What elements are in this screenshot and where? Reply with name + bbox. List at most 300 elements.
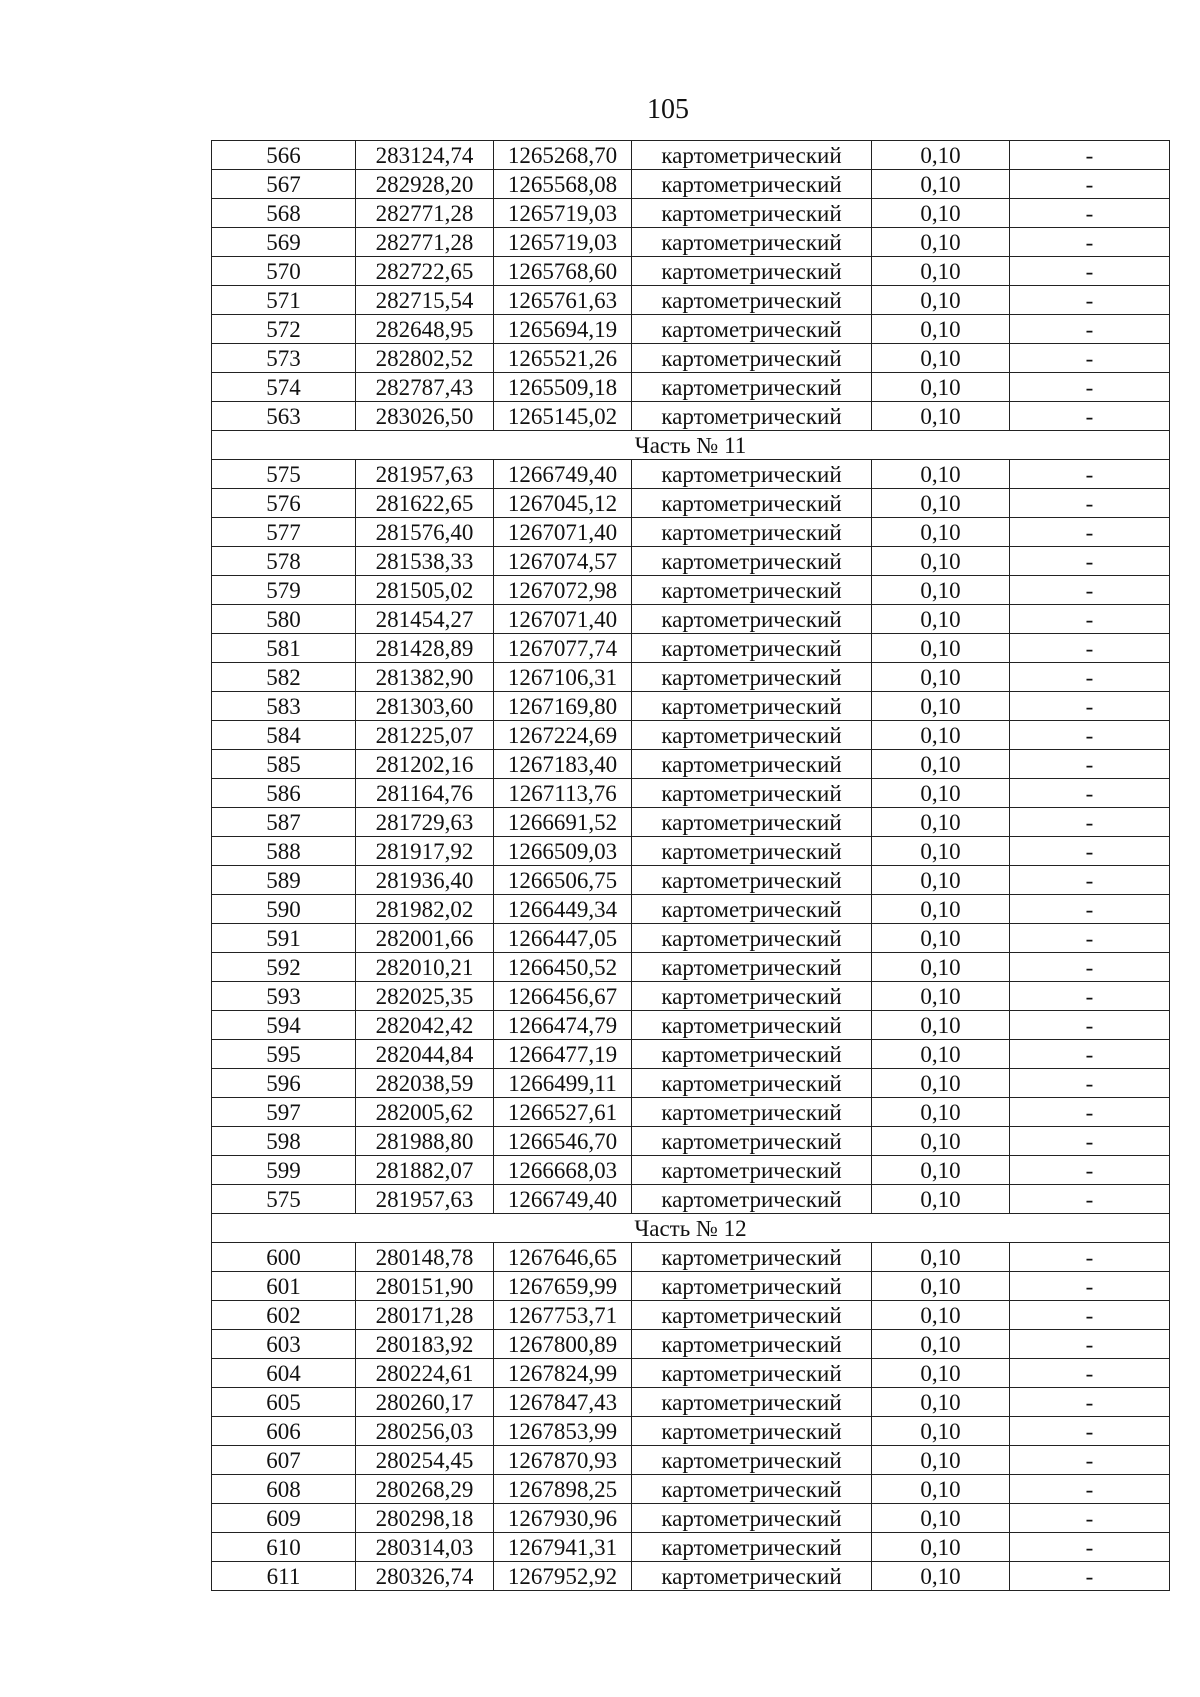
y-coordinate-cell: 1266456,67 [494,982,632,1011]
x-coordinate-cell: 281576,40 [356,518,494,547]
note-cell: - [1010,1156,1170,1185]
y-coordinate-cell: 1267800,89 [494,1330,632,1359]
note-cell: - [1010,547,1170,576]
table-row [212,634,1170,663]
accuracy-cell: 0,10 [872,199,1010,228]
note-cell: - [1010,1011,1170,1040]
note-cell: - [1010,692,1170,721]
table-row [212,605,1170,634]
point-number-cell: 595 [212,1040,356,1069]
note-cell: - [1010,866,1170,895]
accuracy-cell: 0,10 [872,1562,1010,1591]
table-row [212,228,1170,257]
table-row [212,953,1170,982]
y-coordinate-cell: 1266477,19 [494,1040,632,1069]
note-cell: - [1010,1069,1170,1098]
y-coordinate-cell: 1266546,70 [494,1127,632,1156]
point-number-cell: 611 [212,1562,356,1591]
y-coordinate-cell: 1266450,52 [494,953,632,982]
x-coordinate-cell: 282802,52 [356,344,494,373]
method-cell: картометрический [632,692,872,721]
note-cell: - [1010,953,1170,982]
point-number-cell: 589 [212,866,356,895]
y-coordinate-cell: 1267870,93 [494,1446,632,1475]
x-coordinate-cell: 281454,27 [356,605,494,634]
y-coordinate-cell: 1267071,40 [494,605,632,634]
x-coordinate-cell: 282771,28 [356,199,494,228]
y-coordinate-cell: 1266447,05 [494,924,632,953]
point-number-cell: 594 [212,1011,356,1040]
y-coordinate-cell: 1267106,31 [494,663,632,692]
method-cell: картометрический [632,837,872,866]
note-cell: - [1010,750,1170,779]
accuracy-cell: 0,10 [872,808,1010,837]
point-number-cell: 572 [212,315,356,344]
table-row [212,489,1170,518]
note-cell: - [1010,170,1170,199]
point-number-cell: 590 [212,895,356,924]
accuracy-cell: 0,10 [872,924,1010,953]
x-coordinate-cell: 282025,35 [356,982,494,1011]
y-coordinate-cell: 1265509,18 [494,373,632,402]
y-coordinate-cell: 1267224,69 [494,721,632,750]
point-number-cell: 563 [212,402,356,431]
accuracy-cell: 0,10 [872,228,1010,257]
y-coordinate-cell: 1267071,40 [494,518,632,547]
method-cell: картометрический [632,1185,872,1214]
x-coordinate-cell: 281538,33 [356,547,494,576]
table-row [212,837,1170,866]
y-coordinate-cell: 1267169,80 [494,692,632,721]
method-cell: картометрический [632,460,872,489]
table-row [212,199,1170,228]
method-cell: картометрический [632,228,872,257]
x-coordinate-cell: 282044,84 [356,1040,494,1069]
note-cell: - [1010,286,1170,315]
note-cell: - [1010,344,1170,373]
method-cell: картометрический [632,402,872,431]
point-number-cell: 591 [212,924,356,953]
coordinates-table [211,140,1170,1591]
accuracy-cell: 0,10 [872,1098,1010,1127]
x-coordinate-cell: 282042,42 [356,1011,494,1040]
method-cell: картометрический [632,1388,872,1417]
method-cell: картометрический [632,779,872,808]
x-coordinate-cell: 281917,92 [356,837,494,866]
y-coordinate-cell: 1266527,61 [494,1098,632,1127]
table-row [212,1040,1170,1069]
method-cell: картометрический [632,141,872,170]
table-row [212,663,1170,692]
note-cell: - [1010,1272,1170,1301]
method-cell: картометрический [632,1011,872,1040]
note-cell: - [1010,808,1170,837]
table-row [212,808,1170,837]
accuracy-cell: 0,10 [872,286,1010,315]
note-cell: - [1010,518,1170,547]
method-cell: картометрический [632,257,872,286]
note-cell: - [1010,315,1170,344]
note-cell: - [1010,1127,1170,1156]
accuracy-cell: 0,10 [872,605,1010,634]
method-cell: картометрический [632,808,872,837]
table-row [212,344,1170,373]
x-coordinate-cell: 282722,65 [356,257,494,286]
x-coordinate-cell: 281225,07 [356,721,494,750]
method-cell: картометрический [632,315,872,344]
x-coordinate-cell: 283026,50 [356,402,494,431]
point-number-cell: 600 [212,1243,356,1272]
table-row [212,576,1170,605]
table-row [212,1417,1170,1446]
point-number-cell: 582 [212,663,356,692]
point-number-cell: 574 [212,373,356,402]
note-cell: - [1010,982,1170,1011]
table-row [212,373,1170,402]
y-coordinate-cell: 1265719,03 [494,199,632,228]
note-cell: - [1010,1359,1170,1388]
point-number-cell: 578 [212,547,356,576]
y-coordinate-cell: 1265568,08 [494,170,632,199]
note-cell: - [1010,924,1170,953]
table-row [212,924,1170,953]
x-coordinate-cell: 281202,16 [356,750,494,779]
x-coordinate-cell: 281988,80 [356,1127,494,1156]
x-coordinate-cell: 281882,07 [356,1156,494,1185]
table-row [212,1098,1170,1127]
table-row [212,141,1170,170]
x-coordinate-cell: 282010,21 [356,953,494,982]
x-coordinate-cell: 280151,90 [356,1272,494,1301]
y-coordinate-cell: 1267853,99 [494,1417,632,1446]
note-cell: - [1010,141,1170,170]
point-number-cell: 579 [212,576,356,605]
accuracy-cell: 0,10 [872,1359,1010,1388]
x-coordinate-cell: 282005,62 [356,1098,494,1127]
accuracy-cell: 0,10 [872,1185,1010,1214]
x-coordinate-cell: 280268,29 [356,1475,494,1504]
note-cell: - [1010,721,1170,750]
y-coordinate-cell: 1266668,03 [494,1156,632,1185]
part-header-row [212,431,1170,460]
y-coordinate-cell: 1265694,19 [494,315,632,344]
table-row [212,721,1170,750]
x-coordinate-cell: 280298,18 [356,1504,494,1533]
y-coordinate-cell: 1267072,98 [494,576,632,605]
point-number-cell: 606 [212,1417,356,1446]
x-coordinate-cell: 281428,89 [356,634,494,663]
method-cell: картометрический [632,982,872,1011]
accuracy-cell: 0,10 [872,866,1010,895]
table-row [212,1562,1170,1591]
point-number-cell: 571 [212,286,356,315]
y-coordinate-cell: 1265761,63 [494,286,632,315]
y-coordinate-cell: 1266474,79 [494,1011,632,1040]
y-coordinate-cell: 1267074,57 [494,547,632,576]
accuracy-cell: 0,10 [872,1127,1010,1156]
method-cell: картометрический [632,953,872,982]
table-row [212,1127,1170,1156]
point-number-cell: 580 [212,605,356,634]
point-number-cell: 585 [212,750,356,779]
point-number-cell: 602 [212,1301,356,1330]
note-cell: - [1010,634,1170,663]
method-cell: картометрический [632,750,872,779]
point-number-cell: 605 [212,1388,356,1417]
method-cell: картометрический [632,170,872,199]
accuracy-cell: 0,10 [872,663,1010,692]
x-coordinate-cell: 280171,28 [356,1301,494,1330]
accuracy-cell: 0,10 [872,1533,1010,1562]
note-cell: - [1010,460,1170,489]
note-cell: - [1010,1185,1170,1214]
point-number-cell: 569 [212,228,356,257]
y-coordinate-cell: 1266691,52 [494,808,632,837]
accuracy-cell: 0,10 [872,1243,1010,1272]
accuracy-cell: 0,10 [872,1330,1010,1359]
x-coordinate-cell: 280314,03 [356,1533,494,1562]
y-coordinate-cell: 1267659,99 [494,1272,632,1301]
method-cell: картометрический [632,1504,872,1533]
accuracy-cell: 0,10 [872,1504,1010,1533]
x-coordinate-cell: 281622,65 [356,489,494,518]
accuracy-cell: 0,10 [872,547,1010,576]
x-coordinate-cell: 281505,02 [356,576,494,605]
method-cell: картометрический [632,721,872,750]
accuracy-cell: 0,10 [872,634,1010,663]
point-number-cell: 592 [212,953,356,982]
method-cell: картометрический [632,924,872,953]
note-cell: - [1010,1098,1170,1127]
accuracy-cell: 0,10 [872,257,1010,286]
note-cell: - [1010,1562,1170,1591]
point-number-cell: 593 [212,982,356,1011]
x-coordinate-cell: 280183,92 [356,1330,494,1359]
accuracy-cell: 0,10 [872,953,1010,982]
method-cell: картометрический [632,663,872,692]
note-cell: - [1010,402,1170,431]
accuracy-cell: 0,10 [872,1388,1010,1417]
accuracy-cell: 0,10 [872,1301,1010,1330]
table-row [212,1156,1170,1185]
y-coordinate-cell: 1266509,03 [494,837,632,866]
table-row [212,315,1170,344]
point-number-cell: 576 [212,489,356,518]
method-cell: картометрический [632,199,872,228]
accuracy-cell: 0,10 [872,576,1010,605]
y-coordinate-cell: 1266449,34 [494,895,632,924]
table-row [212,692,1170,721]
point-number-cell: 604 [212,1359,356,1388]
accuracy-cell: 0,10 [872,1475,1010,1504]
table-row [212,460,1170,489]
note-cell: - [1010,1040,1170,1069]
table-row [212,866,1170,895]
method-cell: картометрический [632,576,872,605]
note-cell: - [1010,1388,1170,1417]
part-header-label: Часть № 11 [212,431,1170,460]
x-coordinate-cell: 280260,17 [356,1388,494,1417]
method-cell: картометрический [632,1040,872,1069]
x-coordinate-cell: 281957,63 [356,460,494,489]
accuracy-cell: 0,10 [872,315,1010,344]
method-cell: картометрический [632,1069,872,1098]
y-coordinate-cell: 1267847,43 [494,1388,632,1417]
x-coordinate-cell: 280254,45 [356,1446,494,1475]
accuracy-cell: 0,10 [872,1069,1010,1098]
note-cell: - [1010,1243,1170,1272]
y-coordinate-cell: 1267045,12 [494,489,632,518]
method-cell: картометрический [632,518,872,547]
x-coordinate-cell: 282771,28 [356,228,494,257]
table-row [212,286,1170,315]
method-cell: картометрический [632,373,872,402]
method-cell: картометрический [632,1272,872,1301]
y-coordinate-cell: 1266749,40 [494,460,632,489]
table-row [212,1011,1170,1040]
point-number-cell: 601 [212,1272,356,1301]
x-coordinate-cell: 282038,59 [356,1069,494,1098]
accuracy-cell: 0,10 [872,170,1010,199]
y-coordinate-cell: 1267113,76 [494,779,632,808]
x-coordinate-cell: 280148,78 [356,1243,494,1272]
accuracy-cell: 0,10 [872,518,1010,547]
y-coordinate-cell: 1265768,60 [494,257,632,286]
table-row [212,1388,1170,1417]
point-number-cell: 603 [212,1330,356,1359]
x-coordinate-cell: 282928,20 [356,170,494,199]
method-cell: картометрический [632,1359,872,1388]
table-row [212,895,1170,924]
point-number-cell: 581 [212,634,356,663]
accuracy-cell: 0,10 [872,982,1010,1011]
accuracy-cell: 0,10 [872,779,1010,808]
point-number-cell: 577 [212,518,356,547]
table-row [212,750,1170,779]
point-number-cell: 566 [212,141,356,170]
point-number-cell: 609 [212,1504,356,1533]
accuracy-cell: 0,10 [872,1417,1010,1446]
x-coordinate-cell: 281982,02 [356,895,494,924]
table-row [212,1185,1170,1214]
point-number-cell: 573 [212,344,356,373]
method-cell: картометрический [632,1301,872,1330]
accuracy-cell: 0,10 [872,1272,1010,1301]
x-coordinate-cell: 280326,74 [356,1562,494,1591]
x-coordinate-cell: 282715,54 [356,286,494,315]
note-cell: - [1010,1330,1170,1359]
y-coordinate-cell: 1267824,99 [494,1359,632,1388]
y-coordinate-cell: 1266506,75 [494,866,632,895]
accuracy-cell: 0,10 [872,344,1010,373]
note-cell: - [1010,895,1170,924]
table-row [212,1446,1170,1475]
accuracy-cell: 0,10 [872,837,1010,866]
x-coordinate-cell: 281729,63 [356,808,494,837]
note-cell: - [1010,779,1170,808]
part-header-label: Часть № 12 [212,1214,1170,1243]
method-cell: картометрический [632,1156,872,1185]
x-coordinate-cell: 280256,03 [356,1417,494,1446]
method-cell: картометрический [632,286,872,315]
accuracy-cell: 0,10 [872,460,1010,489]
point-number-cell: 588 [212,837,356,866]
y-coordinate-cell: 1267646,65 [494,1243,632,1272]
table-row [212,1272,1170,1301]
y-coordinate-cell: 1267183,40 [494,750,632,779]
note-cell: - [1010,373,1170,402]
method-cell: картометрический [632,634,872,663]
method-cell: картометрический [632,605,872,634]
point-number-cell: 570 [212,257,356,286]
point-number-cell: 599 [212,1156,356,1185]
y-coordinate-cell: 1265521,26 [494,344,632,373]
x-coordinate-cell: 281303,60 [356,692,494,721]
method-cell: картометрический [632,1475,872,1504]
y-coordinate-cell: 1267952,92 [494,1562,632,1591]
note-cell: - [1010,489,1170,518]
y-coordinate-cell: 1267753,71 [494,1301,632,1330]
point-number-cell: 568 [212,199,356,228]
accuracy-cell: 0,10 [872,373,1010,402]
table-row [212,1330,1170,1359]
x-coordinate-cell: 281382,90 [356,663,494,692]
x-coordinate-cell: 280224,61 [356,1359,494,1388]
note-cell: - [1010,1533,1170,1562]
x-coordinate-cell: 281957,63 [356,1185,494,1214]
note-cell: - [1010,1475,1170,1504]
note-cell: - [1010,1301,1170,1330]
method-cell: картометрический [632,1446,872,1475]
note-cell: - [1010,1417,1170,1446]
method-cell: картометрический [632,547,872,576]
note-cell: - [1010,199,1170,228]
point-number-cell: 583 [212,692,356,721]
accuracy-cell: 0,10 [872,402,1010,431]
y-coordinate-cell: 1265719,03 [494,228,632,257]
table-row [212,402,1170,431]
accuracy-cell: 0,10 [872,1156,1010,1185]
note-cell: - [1010,576,1170,605]
point-number-cell: 598 [212,1127,356,1156]
method-cell: картометрический [632,1533,872,1562]
accuracy-cell: 0,10 [872,1446,1010,1475]
method-cell: картометрический [632,1562,872,1591]
table-row [212,547,1170,576]
table-row [212,1533,1170,1562]
method-cell: картометрический [632,1243,872,1272]
x-coordinate-cell: 281164,76 [356,779,494,808]
x-coordinate-cell: 282648,95 [356,315,494,344]
point-number-cell: 610 [212,1533,356,1562]
y-coordinate-cell: 1267930,96 [494,1504,632,1533]
method-cell: картометрический [632,1330,872,1359]
coordinates-table-body [212,141,1170,1591]
point-number-cell: 587 [212,808,356,837]
table-row [212,1475,1170,1504]
table-row [212,779,1170,808]
point-number-cell: 596 [212,1069,356,1098]
y-coordinate-cell: 1265268,70 [494,141,632,170]
y-coordinate-cell: 1267898,25 [494,1475,632,1504]
accuracy-cell: 0,10 [872,692,1010,721]
method-cell: картометрический [632,1417,872,1446]
note-cell: - [1010,837,1170,866]
method-cell: картометрический [632,1098,872,1127]
point-number-cell: 584 [212,721,356,750]
table-row [212,170,1170,199]
y-coordinate-cell: 1266499,11 [494,1069,632,1098]
